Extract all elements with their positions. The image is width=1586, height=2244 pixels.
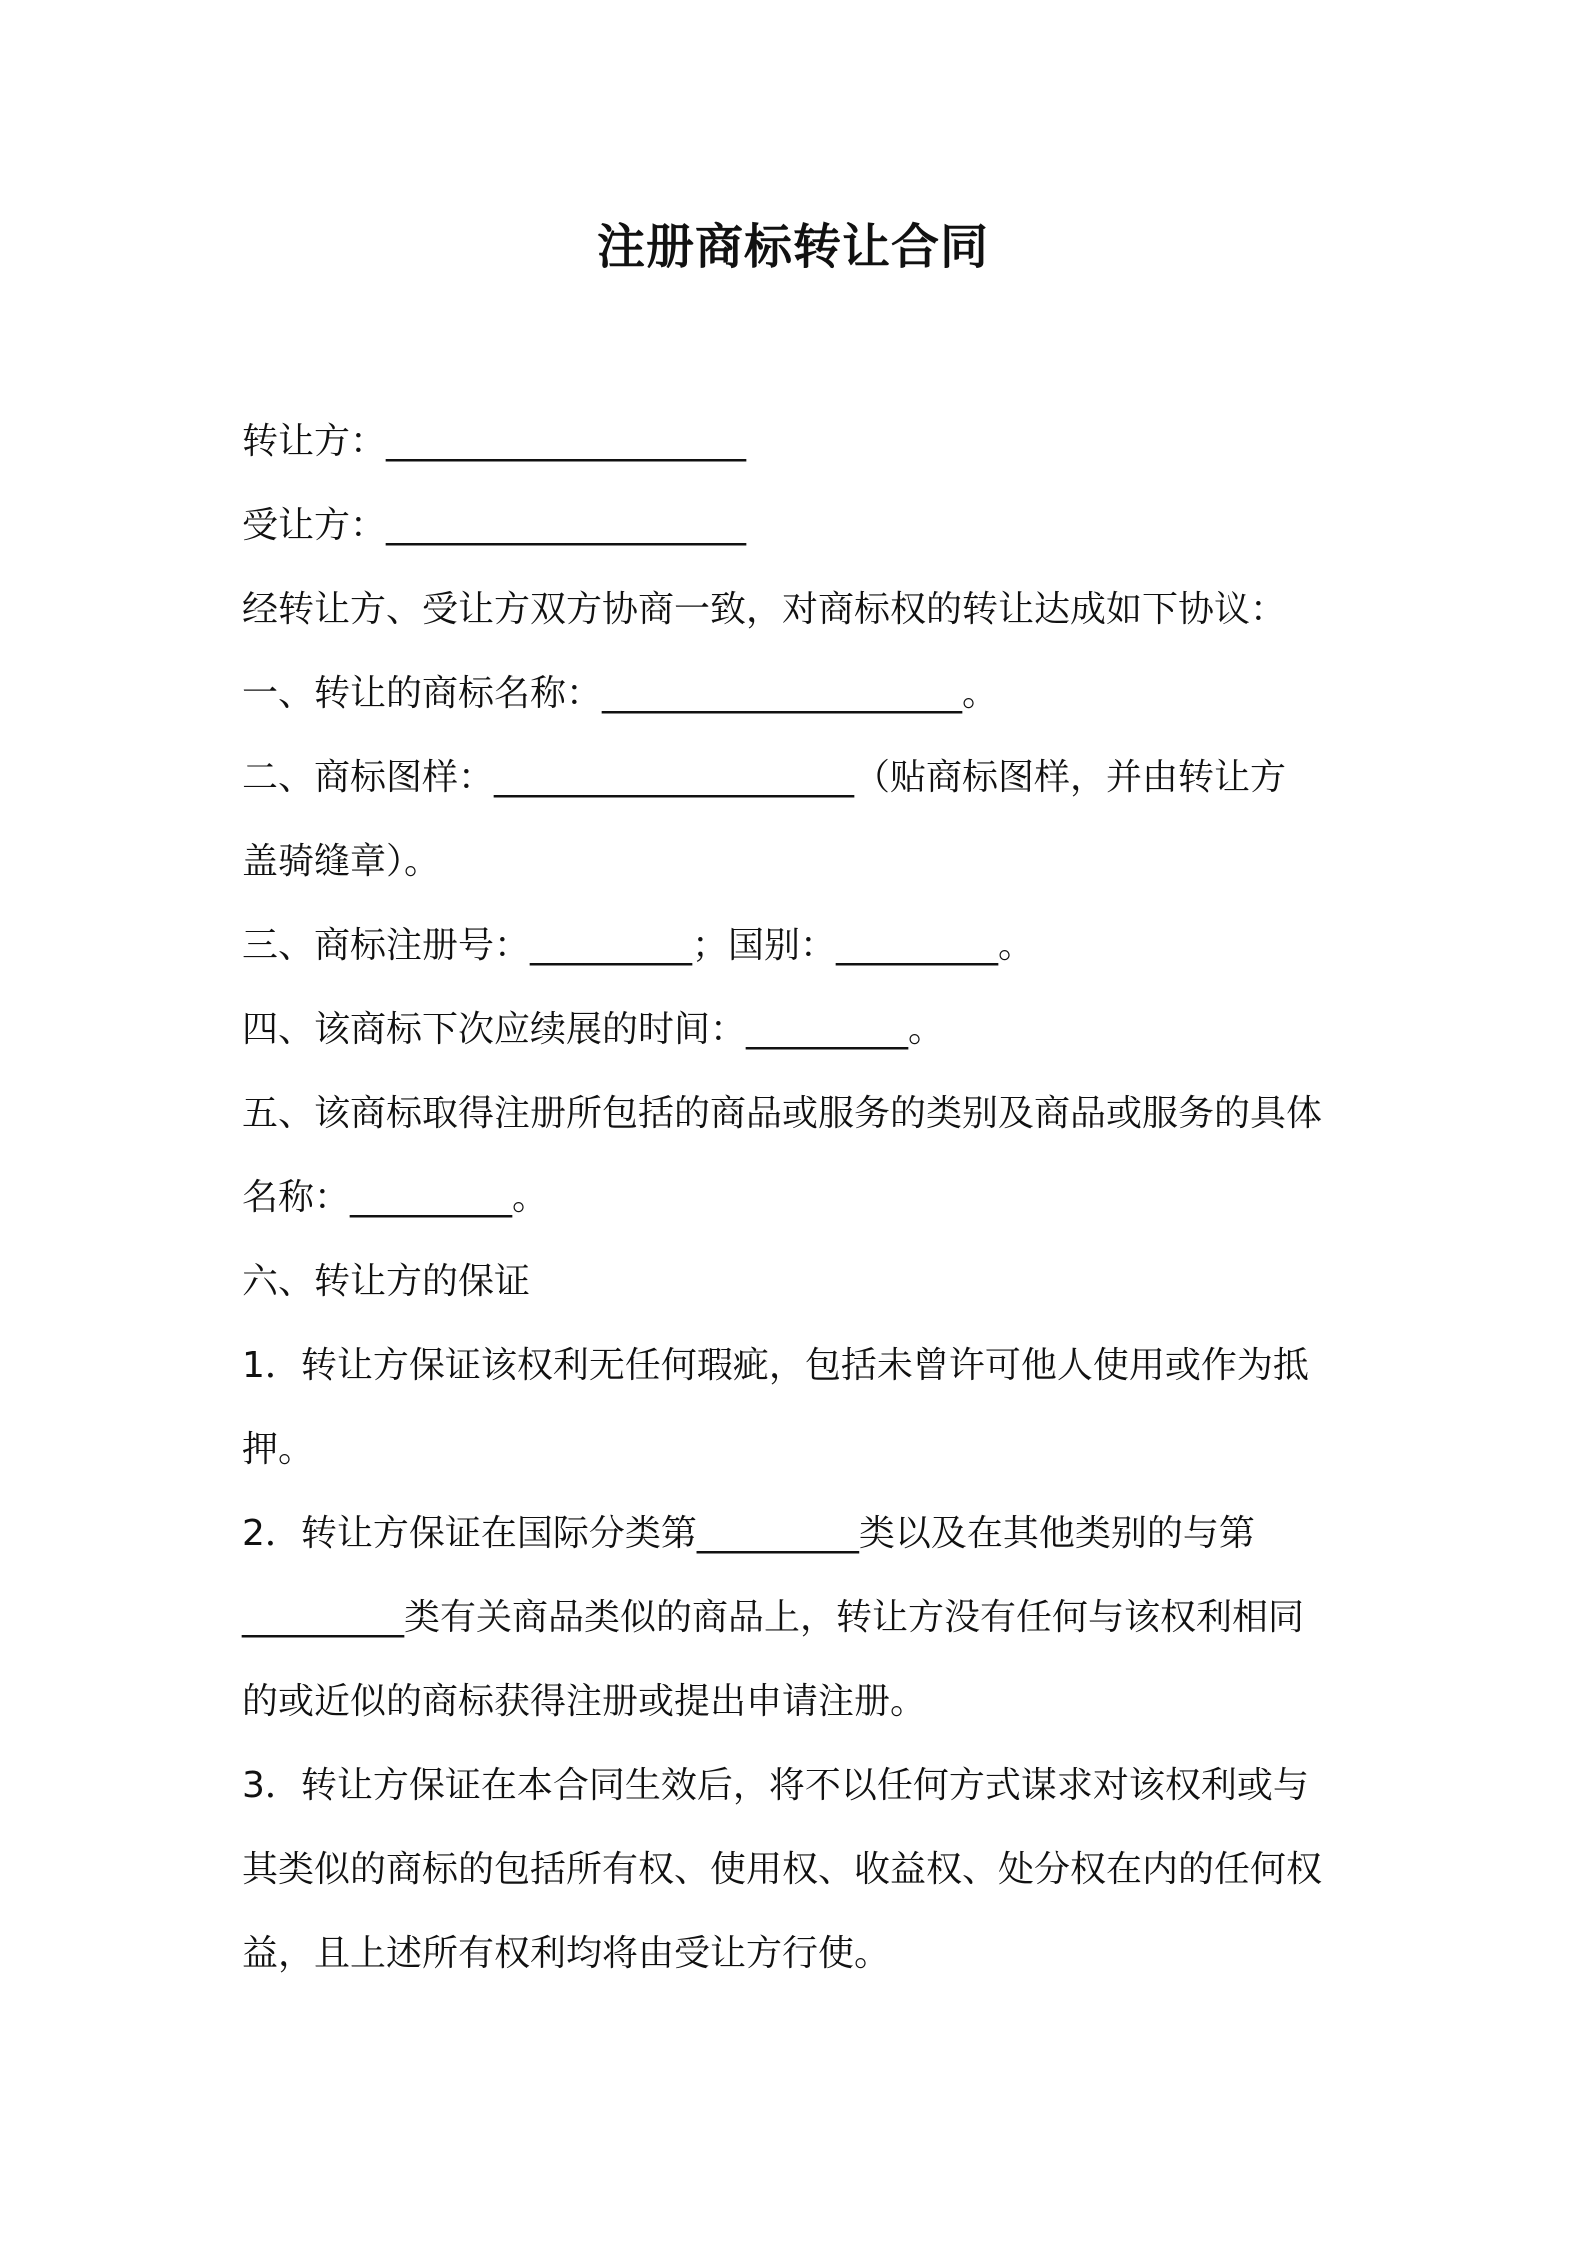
clause-1-trademark-name: 一、转让的商标名称：____________________。 <box>242 673 999 714</box>
guarantee-3-continuation: 其类似的商标的包括所有权、使用权、收益权、处分权在内的任何权 <box>242 1849 1323 1890</box>
clause-2-trademark-sample: 二、商标图样：____________________（贴商标图样，并由转让方 <box>242 757 1287 798</box>
guarantee-2-continuation: _________类有关商品类似的商品上，转让方没有任何与该权利相同 <box>242 1597 1305 1638</box>
agreement-intro: 经转让方、受让方双方协商一致，对商标权的转让达成如下协议： <box>242 589 1287 630</box>
document-body <box>242 400 1362 1996</box>
clause-5-goods-services: 五、该商标取得注册所包括的商品或服务的类别及商品或服务的具体 <box>242 1093 1323 1134</box>
clause-6-heading: 六、转让方的保证 <box>242 1261 531 1302</box>
guarantee-2-continuation-2: 的或近似的商标获得注册或提出申请注册。 <box>242 1681 927 1722</box>
clause-4-renewal-time: 四、该商标下次应续展的时间：_________。 <box>242 1009 945 1050</box>
clause-5-continuation: 名称：_________。 <box>242 1177 549 1218</box>
clause-3-registration-number: 三、商标注册号：_________；国别：_________。 <box>242 925 1035 966</box>
document-title: 注册商标转让合同 <box>596 219 989 275</box>
transferee-line: 受让方：____________________ <box>242 505 747 546</box>
guarantee-3: 3．转让方保证在本合同生效后，将不以任何方式谋求对该权利或与 <box>242 1765 1309 1806</box>
transferor-line: 转让方：____________________ <box>242 421 747 462</box>
guarantee-1-continuation: 押。 <box>242 1429 315 1470</box>
guarantee-1: 1．转让方保证该权利无任何瑕疵，包括未曾许可他人使用或作为抵 <box>242 1345 1309 1386</box>
clause-2-continuation: 盖骑缝章）。 <box>242 841 441 882</box>
guarantee-2: 2．转让方保证在国际分类第_________类以及在其他类别的与第 <box>242 1513 1255 1554</box>
guarantee-3-continuation-2: 益，且上述所有权利均将由受让方行使。 <box>242 1933 891 1974</box>
